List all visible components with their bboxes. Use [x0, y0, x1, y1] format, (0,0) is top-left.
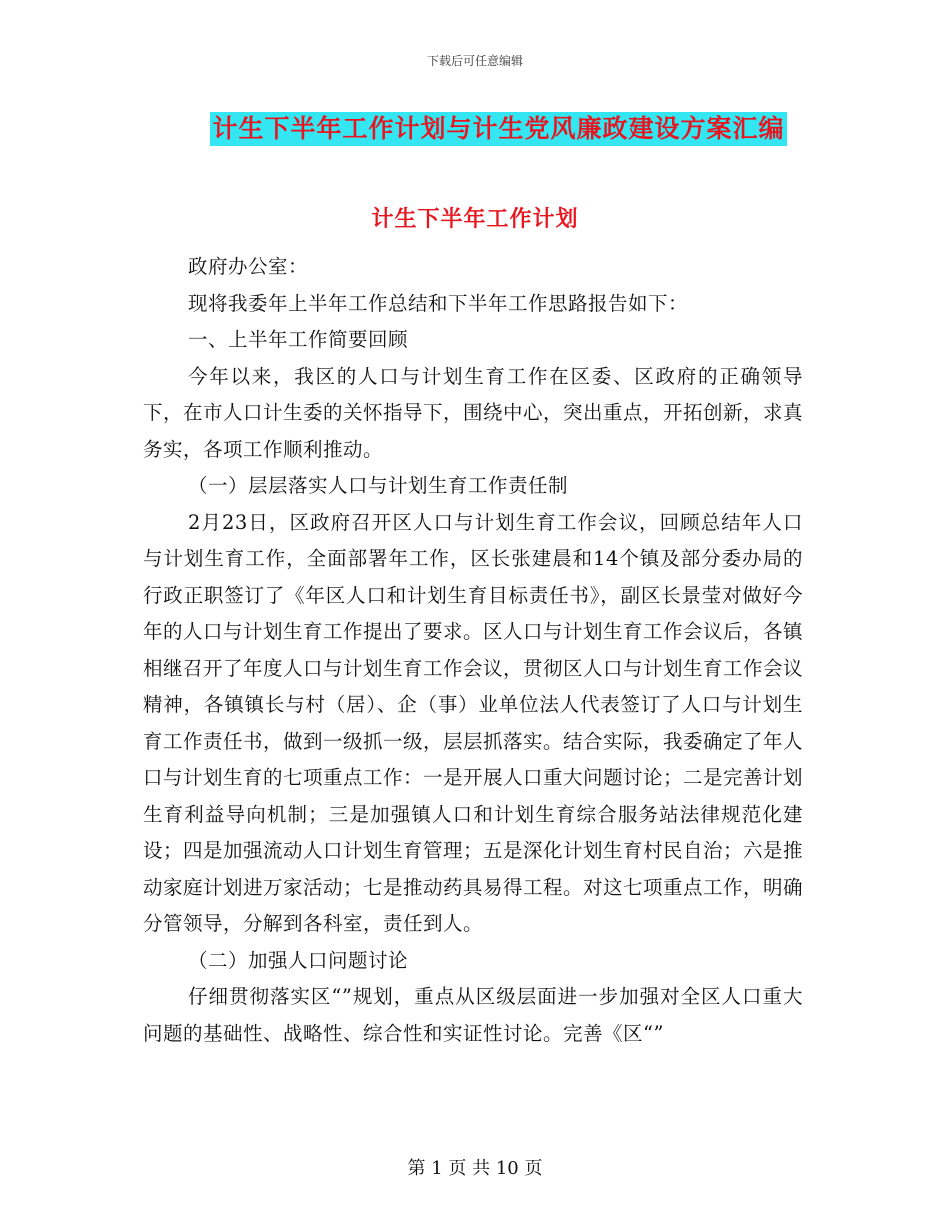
paragraph-responsibility: 2月23日，区政府召开区人口与计划生育工作会议，回顾总结年人口与计划生育工作，全面部署年工作，区长张建晨和14个镇及部分委办局的行政正职签订了《年区人口和计划生育目标责任书》，副区长景莹对做好今年的人口与计划生育工作提出了要求。区人口与计划生育工作会议后，各镇相继召开了年度人口与计划生育工作会议，贯彻区人口与计划生育工作会议精神，各镇镇长与村（居）、企（事）业单位法人代表签订了人口与计划生育工作责任书，做到一级抓一级，层层抓落实。结合实际，我委确定了年人口与计划生育的七项重点工作：一是开展人口重大问题讨论；二是完善计划生育利益导向机制；三是加强镇人口和计划生育综合服务站法律规范化建设；四是加强流动人口计划生育管理；五是深化计划生育村民自治；六是推动家庭计划进万家活动；七是推动药具易得工程。对这七项重点工作，明确分管领导，分解到各科室，责任到人。 [143, 510, 804, 935]
paragraph-research: 仔细贯彻落实区“”规划，重点从区级层面进一步加强对全区人口重大问题的基础性、战略性、综合性和实证性讨论。完善《区“” [143, 985, 803, 1045]
sub-title: 计生下半年工作计划 [371, 207, 579, 232]
header-note: 下载后可任意编辑 [426, 54, 523, 68]
paragraph-intro: 现将我委年上半年工作总结和下半年工作思路报告如下： [188, 291, 689, 315]
document-body [143, 249, 803, 1052]
subsection-heading-1: （一）层层落实人口与计划生育工作责任制 [188, 474, 569, 497]
subsection-heading-2: （二）加强人口问题讨论 [188, 948, 409, 972]
section-heading-1: 一、上半年工作简要回顾 [188, 328, 409, 351]
paragraph-review: 今年以来，我区的人口与计划生育工作在区委、区政府的正确领导下，在市人口计生委的关怀指导下，围绕中心，突出重点，开拓创新，求真务实，各项工作顺利推动。 [143, 364, 804, 461]
paragraph-salutation: 政府办公室： [188, 255, 309, 278]
main-title: 计生下半年工作计划与计生党风廉政建设方案汇编 [210, 112, 786, 146]
main-title-wrap [207, 112, 790, 146]
page-footer: 第 1 页 共 10 页 [407, 1158, 543, 1179]
